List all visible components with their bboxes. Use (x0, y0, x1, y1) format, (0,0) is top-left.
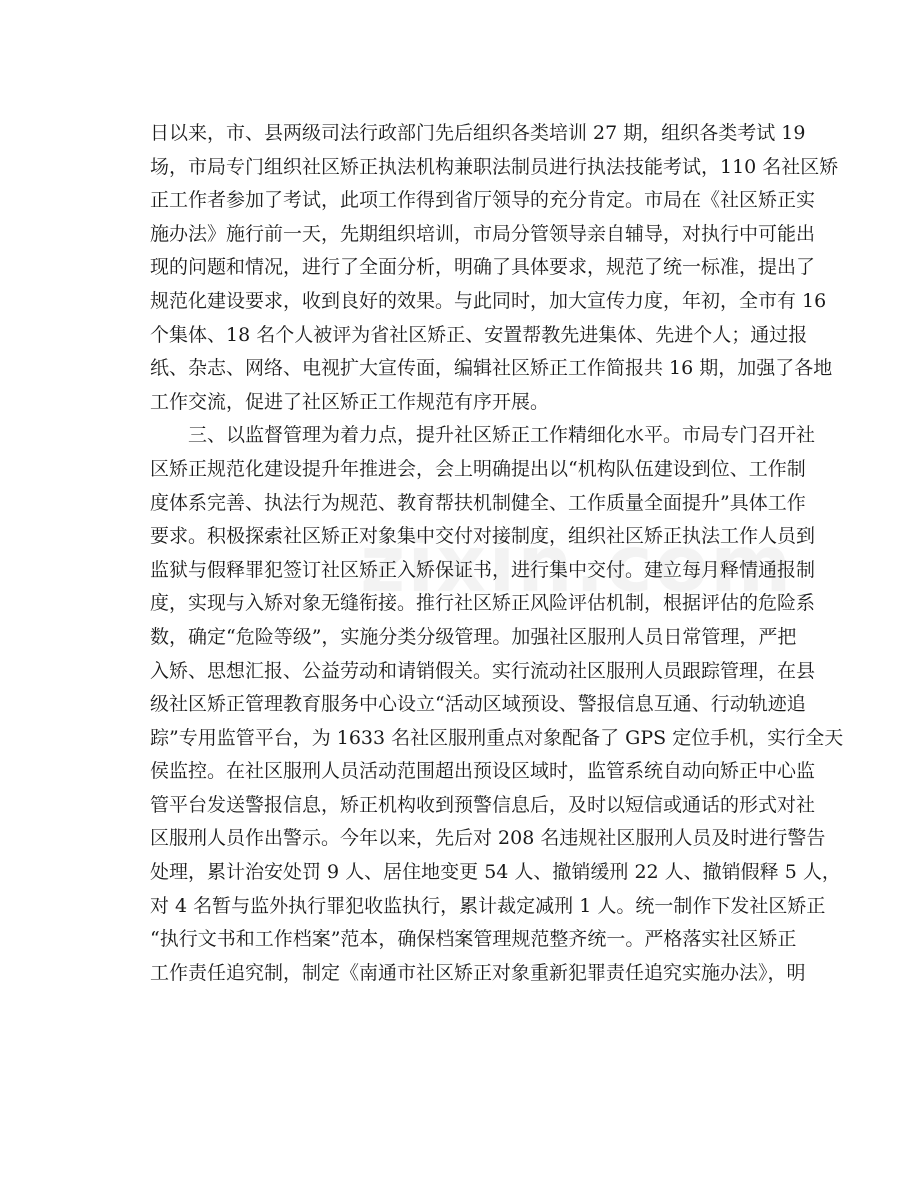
text-line: 入矫、思想汇报、公益劳动和请销假关。实行流动社区服刑人员跟踪管理，在县 (150, 659, 816, 682)
text-line: 工作责任追究制，制定《南通市社区矫正对象重新犯罪责任追究实施办法》，明 (150, 961, 806, 984)
text-line: 日以来，市、县两级司法行政部门先后组织各类培训 27 期，组织各类考试 19 (150, 122, 806, 144)
text-line: 度体系完善、执法行为规范、教育帮扶机制健全、工作质量全面提升”具体工作 (150, 491, 806, 514)
text-line: 工作交流，促进了社区矫正工作规范有序开展。 (150, 390, 550, 413)
text-line: 纸、杂志、网络、电视扩大宣传面，编辑社区矫正工作简报共 16 期，加强了各地 (150, 357, 833, 380)
text-line: 现的问题和情况，进行了全面分析，明确了具体要求，规范了统一标准，提出了 (150, 256, 816, 279)
text-line: “执行文书和工作档案”范本，确保档案管理规范整齐统一。严格落实社区矫正 (150, 928, 797, 951)
document-body (150, 117, 844, 990)
text-line: 级社区矫正管理教育服务中心设立“活动区域预设、警报信息互通、行动轨迹追 (150, 693, 806, 716)
text-line: 管平台发送警报信息，矫正机构收到预警信息后，及时以短信或通话的形式对社 (150, 793, 816, 816)
text-line: 规范化建设要求，收到良好的效果。与此同时，加大宣传力度，年初，全市有 16 (150, 289, 827, 312)
text-line: 个集体、18 名个人被评为省社区矫正、安置帮教先进集体、先进个人；通过报 (150, 323, 808, 346)
text-line: 数，确定“危险等级”，实施分类分级管理。加强社区服刑人员日常管理，严把 (150, 625, 797, 648)
text-line: 区服刑人员作出警示。今年以来，先后对 208 名违规社区服刑人员及时进行警告 (150, 827, 826, 850)
text-line: 度，实现与入矫对象无缝衔接。推行社区矫正风险评估机制，根据评估的危险系 (150, 592, 816, 615)
text-line: 施办法》施行前一天，先期组织培训，市局分管领导亲自辅导，对执行中可能出 (150, 222, 816, 245)
paragraph-start-line: 三、以监督管理为着力点，提升社区矫正工作精细化水平。市局专门召开社 (188, 424, 816, 447)
text-line: 踪”专用监管平台，为 1633 名社区服刑重点对象配备了 GPS 定位手机，实行全天 (150, 726, 844, 749)
text-line: 场，市局专门组织社区矫正执法机构兼职法制员进行执法技能考试，110 名社区矫 (150, 155, 839, 178)
text-line: 监狱与假释罪犯签订社区矫正入矫保证书，进行集中交付。建立每月释情通报制 (150, 558, 816, 581)
text-line: 对 4 名暂与监外执行罪犯收监执行，累计裁定减刑 1 人。统一制作下发社区矫正 (150, 894, 826, 917)
text-line: 要求。积极探索社区矫正对象集中交付对接制度，组织社区矫正执法工作人员到 (150, 525, 816, 548)
text-line: 处理，累计治安处罚 9 人、居住地变更 54 人、撤销缓刑 22 人、撤销假释 5 人， (150, 861, 841, 884)
text-line: 区矫正规范化建设提升年推进会，会上明确提出以“机构队伍建设到位、工作制 (150, 457, 806, 480)
text-line: 侯监控。在社区服刑人员活动范围超出预设区域时，监管系统自动向矫正中心监 (150, 760, 816, 783)
text-line: 正工作者参加了考试，此项工作得到省厅领导的充分肯定。市局在《社区矫正实 (150, 189, 816, 212)
